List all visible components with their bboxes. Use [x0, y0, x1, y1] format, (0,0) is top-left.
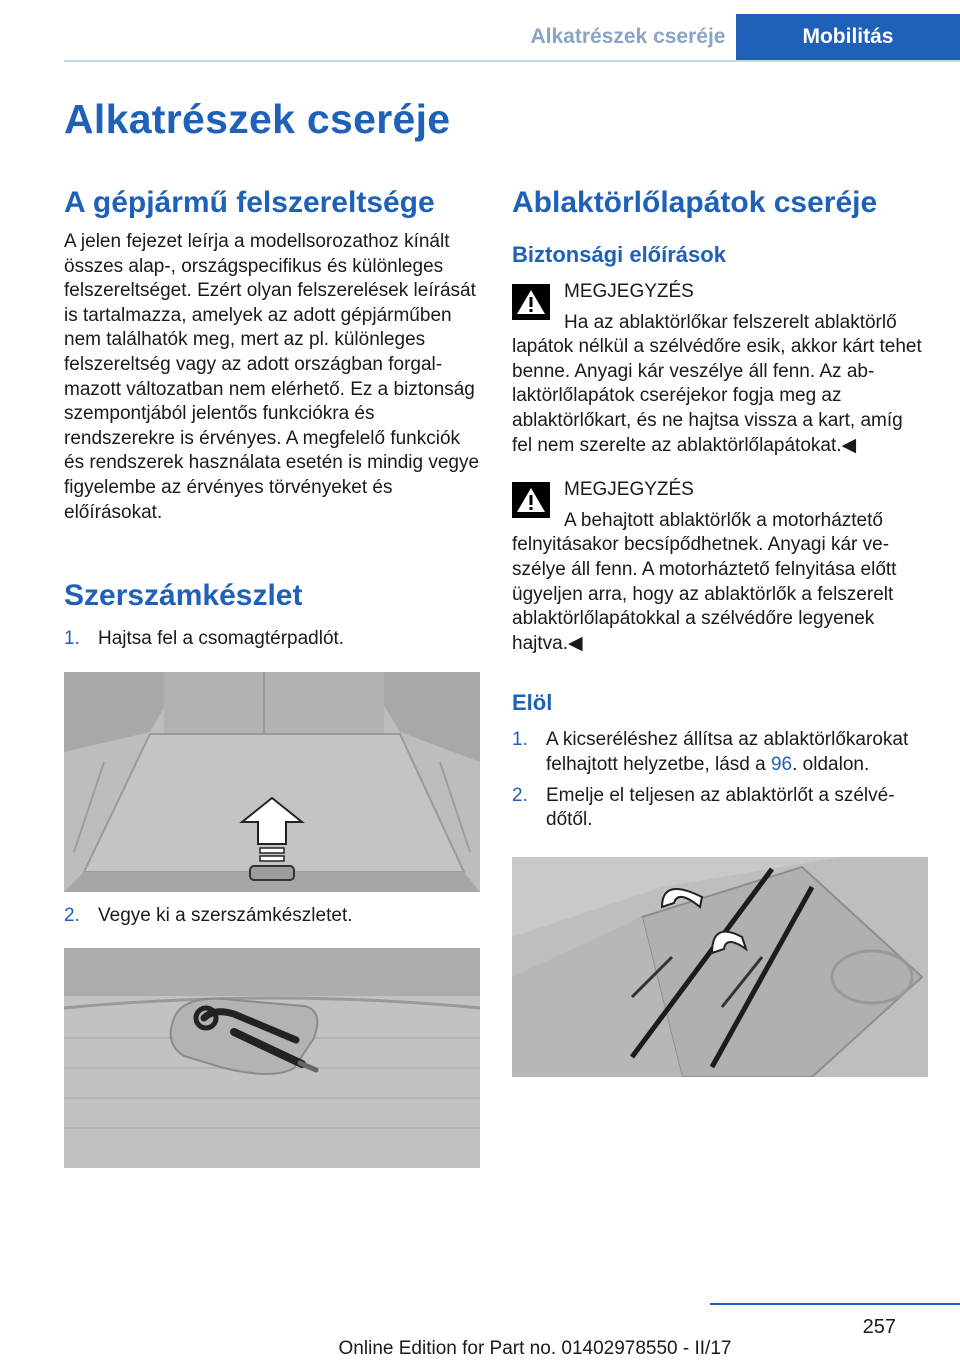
list-item	[512, 784, 928, 833]
warning-icon	[512, 284, 550, 320]
header-divider	[64, 60, 960, 62]
toolkit-steps	[64, 627, 480, 652]
page-reference-link[interactable]: 96	[770, 753, 793, 775]
wiper-image	[512, 857, 928, 1077]
warning-text-first: A behajtott ablaktörlők a motorháztető	[564, 509, 883, 531]
page-number: 257	[862, 1316, 896, 1338]
trunk-floor-figure	[64, 672, 480, 892]
front-steps	[512, 728, 928, 832]
edition-text: Online Edition for Part no. 01402978550 - II/17	[338, 1338, 732, 1359]
wiper-figure	[512, 857, 928, 1077]
warning-text: lapátok nélkül a szélvédőre esik, akkor kárt tehet benne. Anyagi kár veszélye áll fenn. Az ablaktörlőlapátok cseréjekor fogja meg az ablaktörlőkart, és ne hajtsa vissza a kart, amíg fel nem szerelte az ablaktörlőlapátokat.◀	[512, 336, 922, 456]
front-heading: Elöl	[512, 690, 553, 716]
toolkit-figure	[64, 948, 480, 1168]
chapter-title: Alkatrészek cseréje	[64, 96, 451, 142]
warning-text: felnyitásakor becsípődhetnek. Anyagi kár veszélye áll fenn. A motorháztető felnyitása előtt ügyeljen arra, hogy az ablaktörlők a felszerelt ablaktörlőlapátokkal a szélvédőre legyenek hajtva.◀	[512, 534, 897, 654]
step-text: Hajtsa fel a csomagtérpadlót.	[98, 628, 345, 650]
header-section-tab[interactable]: Alkatrészek cseréje	[530, 25, 726, 48]
warning-icon	[512, 482, 550, 518]
warning-block	[512, 280, 928, 458]
right-column	[512, 184, 928, 1077]
step-text: Emelje el teljesen az ablaktörlőt a szélvédőtől.	[546, 784, 895, 831]
step-number: 2.	[512, 784, 528, 806]
warning-label: MEGJEGYZÉS	[564, 479, 694, 501]
step-text: Vegye ki a szerszámkészletet.	[98, 904, 353, 926]
toolkit-image	[64, 948, 480, 1168]
header-chapter-tab[interactable]: Mobilitás	[736, 14, 960, 60]
equipment-intro: A jelen fejezet leírja a modellsorozathoz kínált összes alap-, országspecifikus és különleges felszereltséget. Ezért olyan felszerelések leírását is tartalmazza, amelyek az adott gépjárműben nem találhatók meg, mert az pl. különleges felszereltség vagy az adott országban forgalmazott változatban nem elérhető. Ez a biztonság szempontjából jelentős funkciókra és rendszerekre is érvényes. A megfelelő funkciók és rendszerek használata esetén is mindig vegye figyelembe az érvényes törvényeket és előírásokat.	[64, 231, 480, 523]
left-column	[64, 184, 480, 1168]
step-number: 2.	[64, 904, 80, 926]
step-text: A kicseréléshez állítsa az ablaktörlőkarokat felhajtott helyzetbe, lásd a 96. oldalon.	[546, 729, 909, 775]
list-item	[64, 904, 480, 929]
list-item	[512, 728, 928, 777]
warning-text-first: Ha az ablaktörlőkar felszerelt ablaktörlő	[564, 311, 897, 333]
wiper-heading: Ablaktörlőlapátok cseréje	[512, 186, 878, 219]
trunk-floor-image	[64, 672, 480, 892]
equipment-heading: A gépjármű felszereltsége	[64, 186, 435, 219]
warning-block	[512, 478, 928, 656]
toolkit-steps-continued	[64, 904, 480, 929]
list-item	[64, 627, 480, 652]
step-number: 1.	[512, 729, 528, 751]
toolkit-heading: Szerszámkészlet	[64, 579, 303, 613]
safety-heading: Biztonsági előírások	[512, 242, 726, 267]
warning-label: MEGJEGYZÉS	[564, 281, 694, 302]
footer-divider	[710, 1303, 960, 1305]
step-number: 1.	[64, 628, 80, 650]
